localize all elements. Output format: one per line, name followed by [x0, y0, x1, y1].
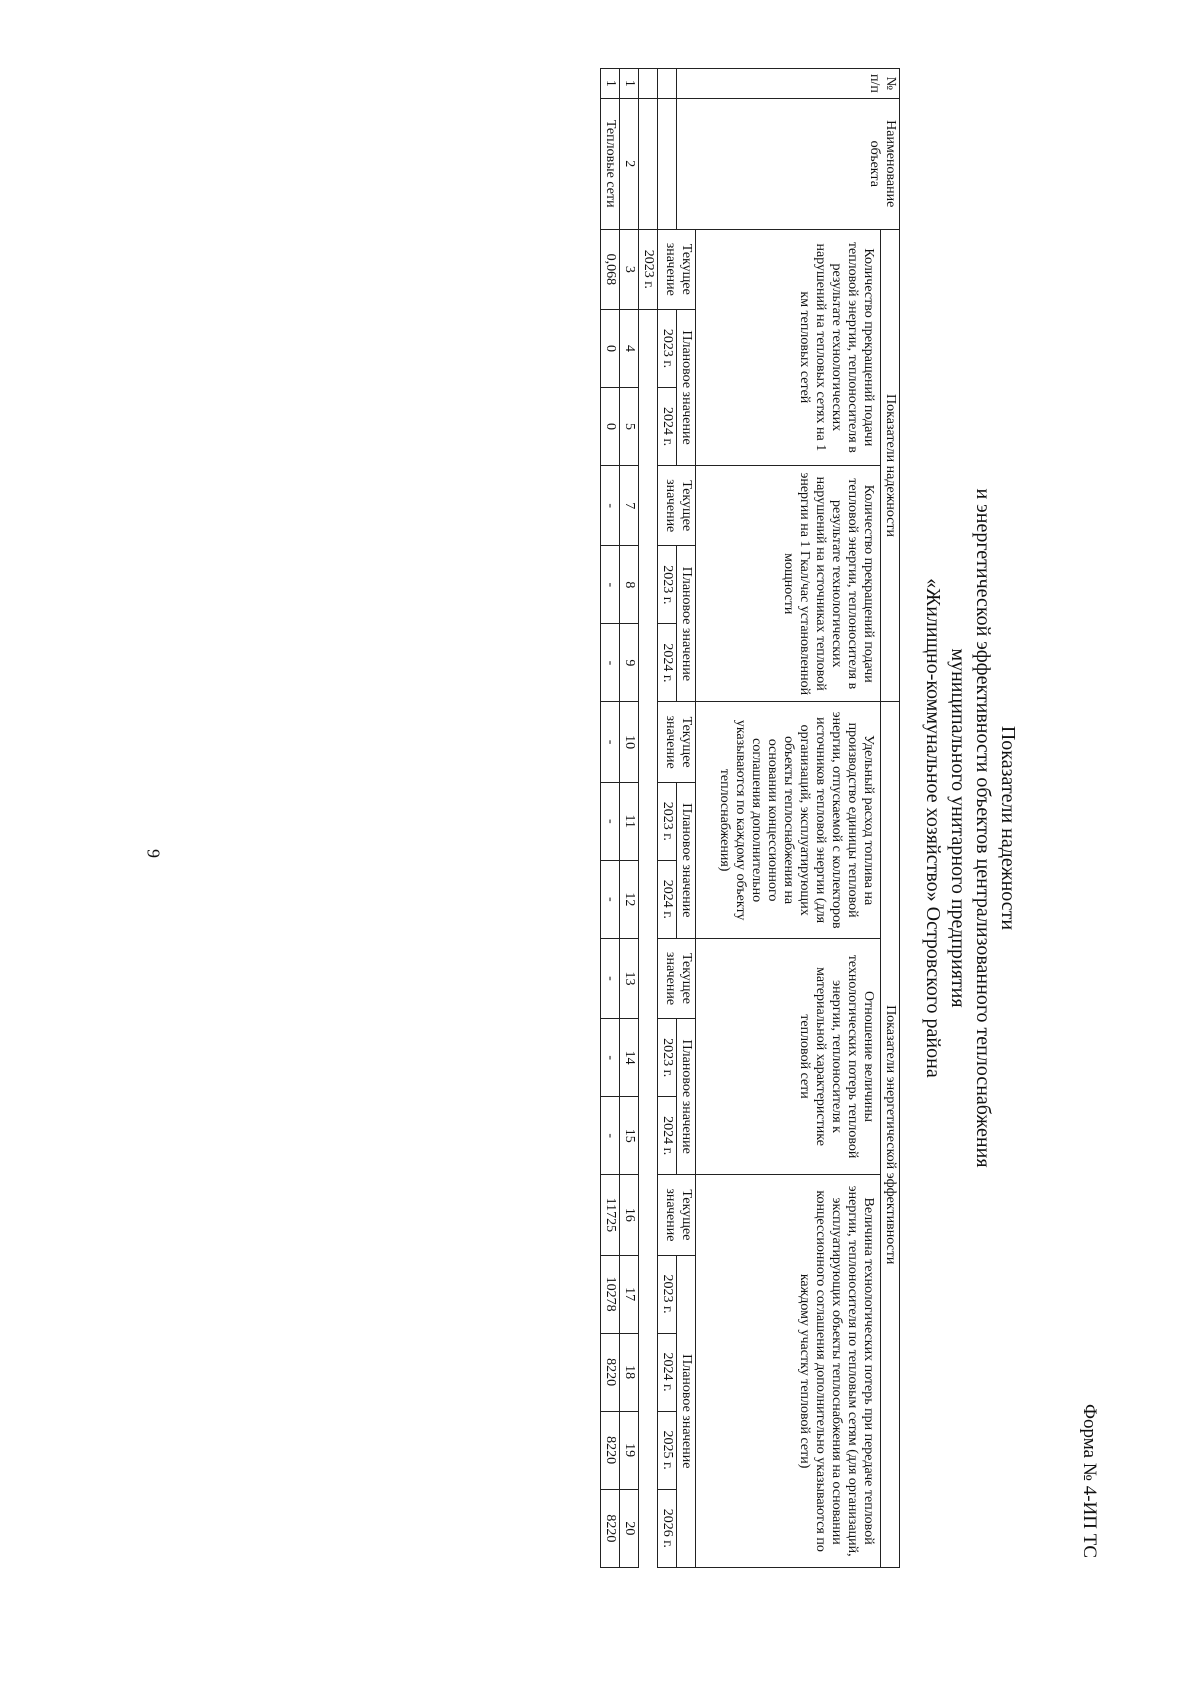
index-cell: 12 — [620, 860, 639, 938]
spacer — [639, 309, 658, 1567]
title-line-3: муниципального унитарного предприятия — [947, 648, 969, 1008]
ind3-current: Текущее значение — [658, 702, 696, 782]
ind2-current: Текущее значение — [658, 466, 696, 546]
data-cell: 8220 — [601, 1333, 620, 1411]
indicator-1: Количество прекращений подачи тепловой энергии, теплоносителя в результате технологических нарушений на тепловых сетях на 1 км тепловых сетей — [696, 229, 881, 465]
data-cell: 0,068 — [601, 229, 620, 309]
year-cell: 2023 г. — [658, 1019, 677, 1097]
data-cell: - — [601, 466, 620, 546]
data-cell: - — [601, 782, 620, 860]
header-efficiency: Показатели энергетической эффективности — [881, 702, 900, 1568]
year-cell: 2024 г. — [658, 1097, 677, 1175]
index-cell: 18 — [620, 1333, 639, 1411]
index-cell: 9 — [620, 624, 639, 702]
title-line-2: и энергетической эффективности объектов централизованного теплоснабжения — [972, 488, 994, 1168]
data-cell: 0 — [601, 309, 620, 387]
rotated-page-content — [80, 58, 1140, 1598]
index-row — [620, 69, 639, 1568]
data-cell: 11725 — [601, 1175, 620, 1255]
index-cell: 4 — [620, 309, 639, 387]
indicators-table — [600, 68, 900, 1568]
empty-cell — [639, 69, 658, 99]
index-cell: 8 — [620, 546, 639, 624]
ind4-planned: Плановое значение — [677, 1019, 696, 1175]
index-cell: 20 — [620, 1489, 639, 1567]
index-cell: 7 — [620, 466, 639, 546]
data-cell: 8220 — [601, 1489, 620, 1567]
ind4-current: Текущее значение — [658, 938, 696, 1018]
index-cell: 17 — [620, 1255, 639, 1333]
index-cell: 10 — [620, 702, 639, 782]
form-label: Форма № 4-ИП ТС — [1079, 1404, 1100, 1558]
header-num: № п/п — [677, 69, 900, 99]
empty-cell — [639, 98, 658, 229]
empty-cell — [658, 69, 677, 99]
data-cell: - — [601, 1097, 620, 1175]
ind1-current: Текущее значение — [658, 229, 696, 309]
data-cell: 1 — [601, 69, 620, 99]
ind5-planned: Плановое значение — [677, 1255, 696, 1567]
ind5-current: Текущее значение — [658, 1175, 696, 1255]
year-cell: 2024 г. — [658, 388, 677, 466]
index-cell: 11 — [620, 782, 639, 860]
header-row-indicators — [696, 69, 881, 1568]
index-cell: 2 — [620, 98, 639, 229]
year-cell: 2025 г. — [658, 1411, 677, 1489]
data-cell: - — [601, 860, 620, 938]
page-number: 9 — [143, 849, 164, 858]
index-cell: 3 — [620, 229, 639, 309]
document-title — [920, 58, 1020, 1598]
empty-cell — [658, 98, 677, 229]
year-cell: 2024 г. — [658, 624, 677, 702]
current-year-row — [639, 69, 658, 1568]
index-cell: 5 — [620, 388, 639, 466]
index-cell: 16 — [620, 1175, 639, 1255]
data-cell-object: Тепловые сети — [601, 98, 620, 229]
year-cell: 2023 г. — [658, 1255, 677, 1333]
data-cell: 0 — [601, 388, 620, 466]
data-cell: 8220 — [601, 1411, 620, 1489]
header-object-name: Наименование объекта — [677, 98, 900, 229]
data-cell: - — [601, 702, 620, 782]
index-cell: 19 — [620, 1411, 639, 1489]
ind3-planned: Плановое значение — [677, 782, 696, 938]
data-cell: - — [601, 1019, 620, 1097]
year-cell: 2024 г. — [658, 860, 677, 938]
data-row — [601, 69, 620, 1568]
data-cell: 10278 — [601, 1255, 620, 1333]
data-cell: - — [601, 624, 620, 702]
indicator-2: Количество прекращений подачи тепловой энергии, теплоносителя в результате технологических нарушений на источниках тепловой энергии на 1 Гкал/час установленной мощности — [696, 466, 881, 702]
year-cell: 2023 г. — [658, 782, 677, 860]
header-row-value-types — [677, 69, 696, 1568]
year-cell: 2026 г. — [658, 1489, 677, 1567]
year-cell: 2023 г. — [658, 546, 677, 624]
header-row-groups — [881, 69, 900, 1568]
indicator-5: Величина технологических потерь при передаче тепловой энергии, теплоносителя по тепловым сетям (для организаций, эксплуатирующих объекты теплоснабжения на основании концессионного соглашения дополнительно указываются по каждому участку тепловой сети) — [696, 1175, 881, 1568]
data-cell: - — [601, 938, 620, 1018]
year-cell: 2024 г. — [658, 1333, 677, 1411]
index-cell: 14 — [620, 1019, 639, 1097]
year-cell: 2023 г. — [658, 309, 677, 387]
index-cell: 13 — [620, 938, 639, 1018]
header-reliability: Показатели надежности — [881, 229, 900, 702]
year-cell: 2023 г. — [639, 229, 658, 309]
title-line-1: Показатели надежности — [997, 725, 1019, 931]
indicator-4: Отношение величины технологических потерь тепловой энергии, теплоносителя к материальной характеристике тепловой сети — [696, 938, 881, 1174]
index-cell: 15 — [620, 1097, 639, 1175]
ind1-planned: Плановое значение — [677, 309, 696, 465]
indicator-3: Удельный расход топлива на производство единицы тепловой энергии, отпускаемой с коллекторов источников тепловой энергии (для организаций, эксплуатирующих объекты теплоснабжения на основании концессионного соглашения дополнительно указываются по каждому объекту теплоснабжения) — [696, 702, 881, 938]
data-cell: - — [601, 546, 620, 624]
title-line-4: «Жилищно-коммунальное хозяйство» Островского района — [922, 578, 944, 1078]
ind2-planned: Плановое значение — [677, 546, 696, 702]
index-cell: 1 — [620, 69, 639, 99]
